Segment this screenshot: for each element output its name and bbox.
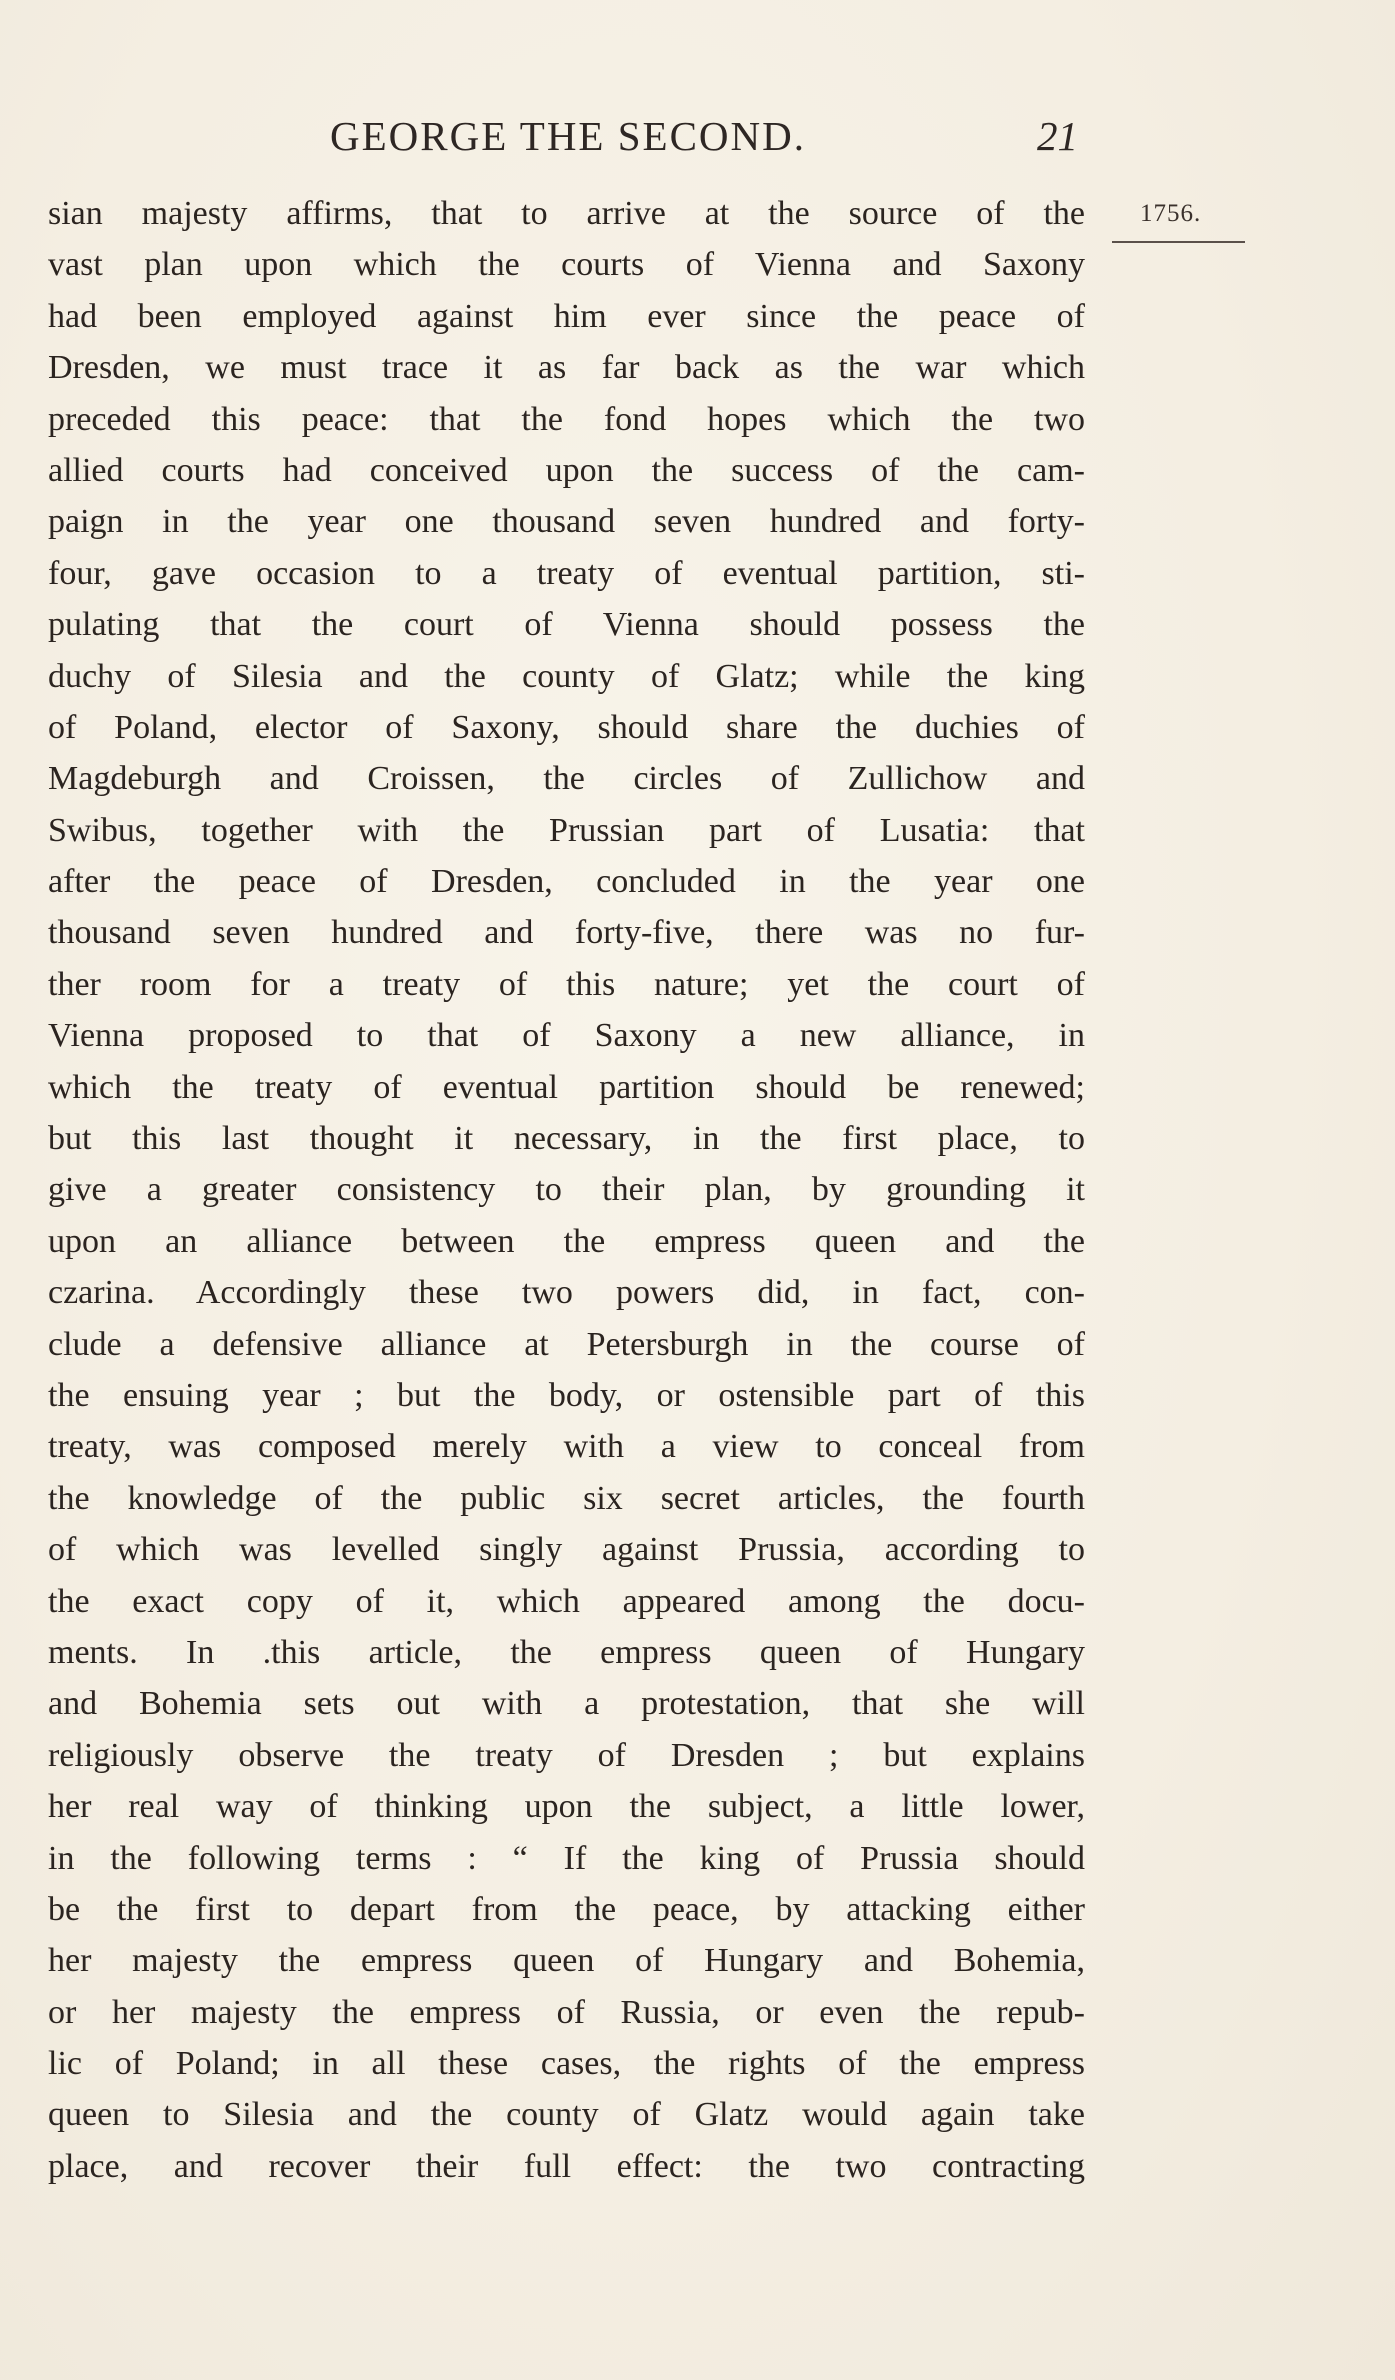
text-line: pulating that the court of Vienna should possess the — [48, 606, 1085, 644]
running-head — [48, 108, 1088, 168]
text-line: religiously observe the treaty of Dresden ; but explains — [48, 1736, 1085, 1774]
marginal-year: 1756. — [1140, 200, 1202, 227]
text-line: but this last thought it necessary, in the first place, to — [48, 1120, 1085, 1158]
text-line: vast plan upon which the courts of Vienna and Saxony — [48, 246, 1085, 284]
text-line: treaty, was composed merely with a view to conceal from — [48, 1428, 1085, 1466]
body-text — [48, 188, 1085, 2192]
text-line: Swibus, together with the Prussian part of Lusatia: that — [48, 811, 1085, 849]
text-line: clude a defensive alliance at Petersburgh in the course of — [48, 1325, 1085, 1363]
marginal-rule — [1112, 241, 1245, 243]
text-line: duchy of Silesia and the county of Glatz; while the king — [48, 657, 1085, 695]
page-number: 21 — [1037, 113, 1078, 159]
text-line: in the following terms : “ If the king of Prussia should — [48, 1839, 1085, 1877]
text-line: and Bohemia sets out with a protestation, that she will — [48, 1685, 1085, 1723]
text-line: ther room for a treaty of this nature; yet the court of — [48, 965, 1085, 1003]
text-line: Magdeburgh and Croissen, the circles of Zullichow and — [48, 760, 1085, 798]
text-line: Dresden, we must trace it as far back as the war which — [48, 349, 1085, 387]
text-line: ments. In .this article, the empress queen of Hungary — [48, 1633, 1085, 1671]
text-line: of Poland, elector of Saxony, should share the duchies of — [48, 708, 1085, 746]
text-line: sian majesty affirms, that to arrive at the source of the — [48, 195, 1085, 232]
text-line: upon an alliance between the empress queen and the — [48, 1222, 1085, 1260]
text-line: of which was levelled singly against Prussia, according to — [48, 1531, 1085, 1569]
text-line: czarina. Accordingly these two powers did, in fact, con- — [48, 1274, 1085, 1312]
text-line: place, and recover their full effect: the two contracting — [48, 2147, 1085, 2185]
text-line: Vienna proposed to that of Saxony a new alliance, in — [48, 1017, 1085, 1055]
text-line: preceded this peace: that the fond hopes which the two — [48, 400, 1085, 438]
text-line: had been employed against him ever since the peace of — [48, 297, 1085, 335]
text-line: give a greater consistency to their plan, by grounding it — [48, 1171, 1085, 1209]
running-title: GEORGE THE SECOND. — [330, 113, 806, 159]
text-line: or her majesty the empress of Russia, or even the repub- — [48, 1993, 1085, 2031]
text-line: be the first to depart from the peace, by attacking either — [48, 1890, 1085, 1928]
text-line: the knowledge of the public six secret articles, the fourth — [48, 1479, 1085, 1517]
text-line: four, gave occasion to a treaty of eventual partition, sti- — [48, 554, 1085, 592]
text-line: which the treaty of eventual partition should be renewed; — [48, 1068, 1085, 1106]
text-line: lic of Poland; in all these cases, the rights of the empress — [48, 2045, 1085, 2083]
text-line: the exact copy of it, which appeared among the docu- — [48, 1582, 1085, 1620]
text-line: queen to Silesia and the county of Glatz would again take — [48, 2096, 1085, 2134]
text-line: paign in the year one thousand seven hundred and forty- — [48, 503, 1085, 541]
text-line: her real way of thinking upon the subject, a little lower, — [48, 1788, 1085, 1826]
text-line: thousand seven hundred and forty-five, there was no fur- — [48, 914, 1085, 952]
text-line: allied courts had conceived upon the success of the cam- — [48, 451, 1085, 489]
text-line: after the peace of Dresden, concluded in the year one — [48, 863, 1085, 901]
text-line: her majesty the empress queen of Hungary and Bohemia, — [48, 1942, 1085, 1980]
text-line: the ensuing year ; but the body, or ostensible part of this — [48, 1376, 1085, 1414]
